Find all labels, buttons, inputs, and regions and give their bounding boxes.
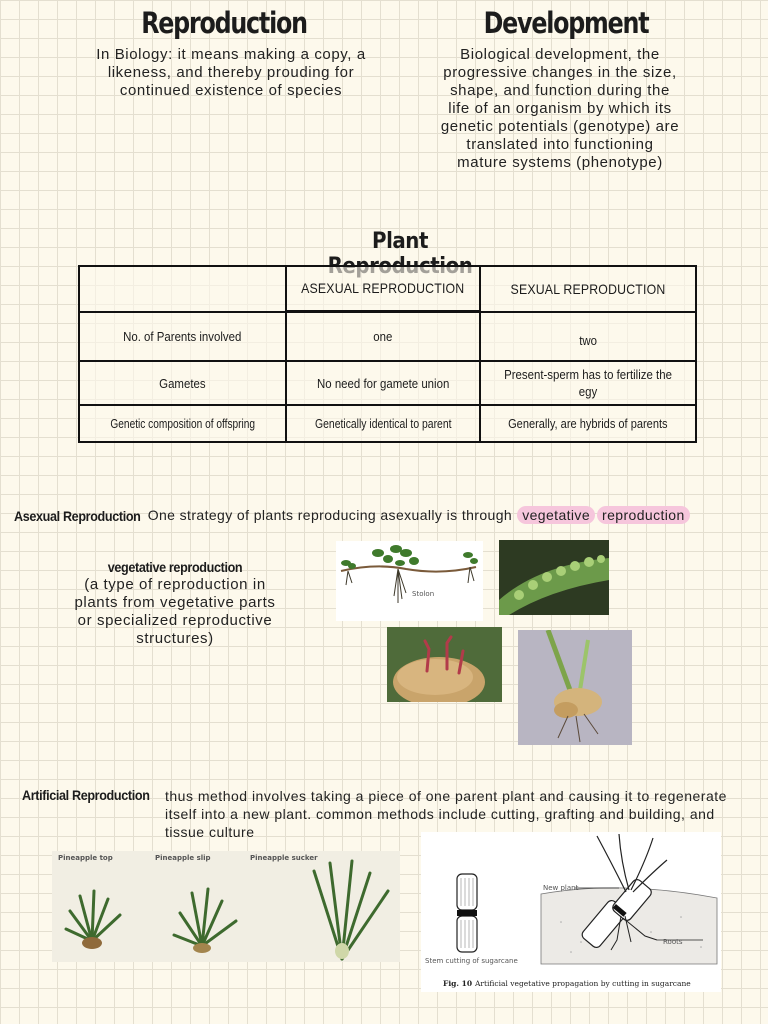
pineapple-propagation-image [52,851,400,962]
table-cell: Generally, are hybrids of parents [479,404,697,443]
highlight-reproduction: reproduction [597,506,690,524]
plant-reproduction-title: Plant [372,229,428,254]
reproduction-definition: In Biology: it means making a copy, a likeness, and thereby prouding for continued existence of species [96,46,366,99]
development-title: Development [483,6,649,40]
figure-number: Fig. 10 [443,979,473,988]
table-cell: two [479,311,697,362]
table-cell: Present-sperm has to fertilize the egy [479,360,697,406]
development-definition: Biological development, the progressive changes in the size, shape, and function during the life of an organism by which its genetic potentials (genotype) are translated into functioning mature systems (phenotype) [440,46,680,171]
sugarcane-cutting-figure [421,832,721,992]
highlight-vegetative: vegetative [517,506,595,524]
pineapple-top-label: Pineapple top [58,854,113,862]
roots-label: Roots [663,938,683,946]
table-cell: No. of Parents involved [78,311,287,362]
asexual-reproduction-text: One strategy of plants reproducing asexually is through [147,507,513,523]
reproduction-title: Reproduction [141,6,307,40]
stolon-label: Stolon [412,590,435,598]
ginger-sprout-image [518,630,632,745]
table-cell: No need for gamete union [285,360,481,406]
asexual-reproduction-label: Asexual Reproduction [14,507,141,524]
new-plant-label: New plant [543,884,579,892]
table-cell: Genetic composition of offspring [78,404,287,443]
table-cell: Gametes [78,360,287,406]
artificial-reproduction-text: thus method involves taking a piece of one parent plant and causing it to regenerate itself into a new plant. common methods include cutting, grafting and building, and tissue culture [165,788,727,840]
pineapple-sucker-label: Pineapple sucker [250,854,318,862]
pineapple-slip-label: Pineapple slip [155,854,211,862]
leaf-plantlets-image [499,540,609,615]
table-header-sexual: SEXUAL REPRODUCTION [479,265,697,313]
artificial-reproduction-label: Artificial Reproduction [22,787,150,803]
asexual-reproduction-line [14,505,768,524]
stolon-diagram-image [336,541,483,621]
potato-sprout-image [387,627,502,702]
vegetative-term: vegetative reproduction [107,559,243,575]
table-cell: one [285,311,481,362]
stem-cutting-caption: Stem cutting of sugarcane [425,957,518,965]
vegetative-definition-block [70,559,280,648]
table-header-empty [78,265,287,313]
figure-caption: Artificial vegetative propagation by cutting in sugarcane [475,979,691,988]
table-header-asexual: ASEXUAL REPRODUCTION [285,265,481,312]
vegetative-definition: (a type of reproduction in plants from vegetative parts or specialized reproductive structures) [74,576,276,647]
table-cell: Genetically identical to parent [285,404,481,443]
